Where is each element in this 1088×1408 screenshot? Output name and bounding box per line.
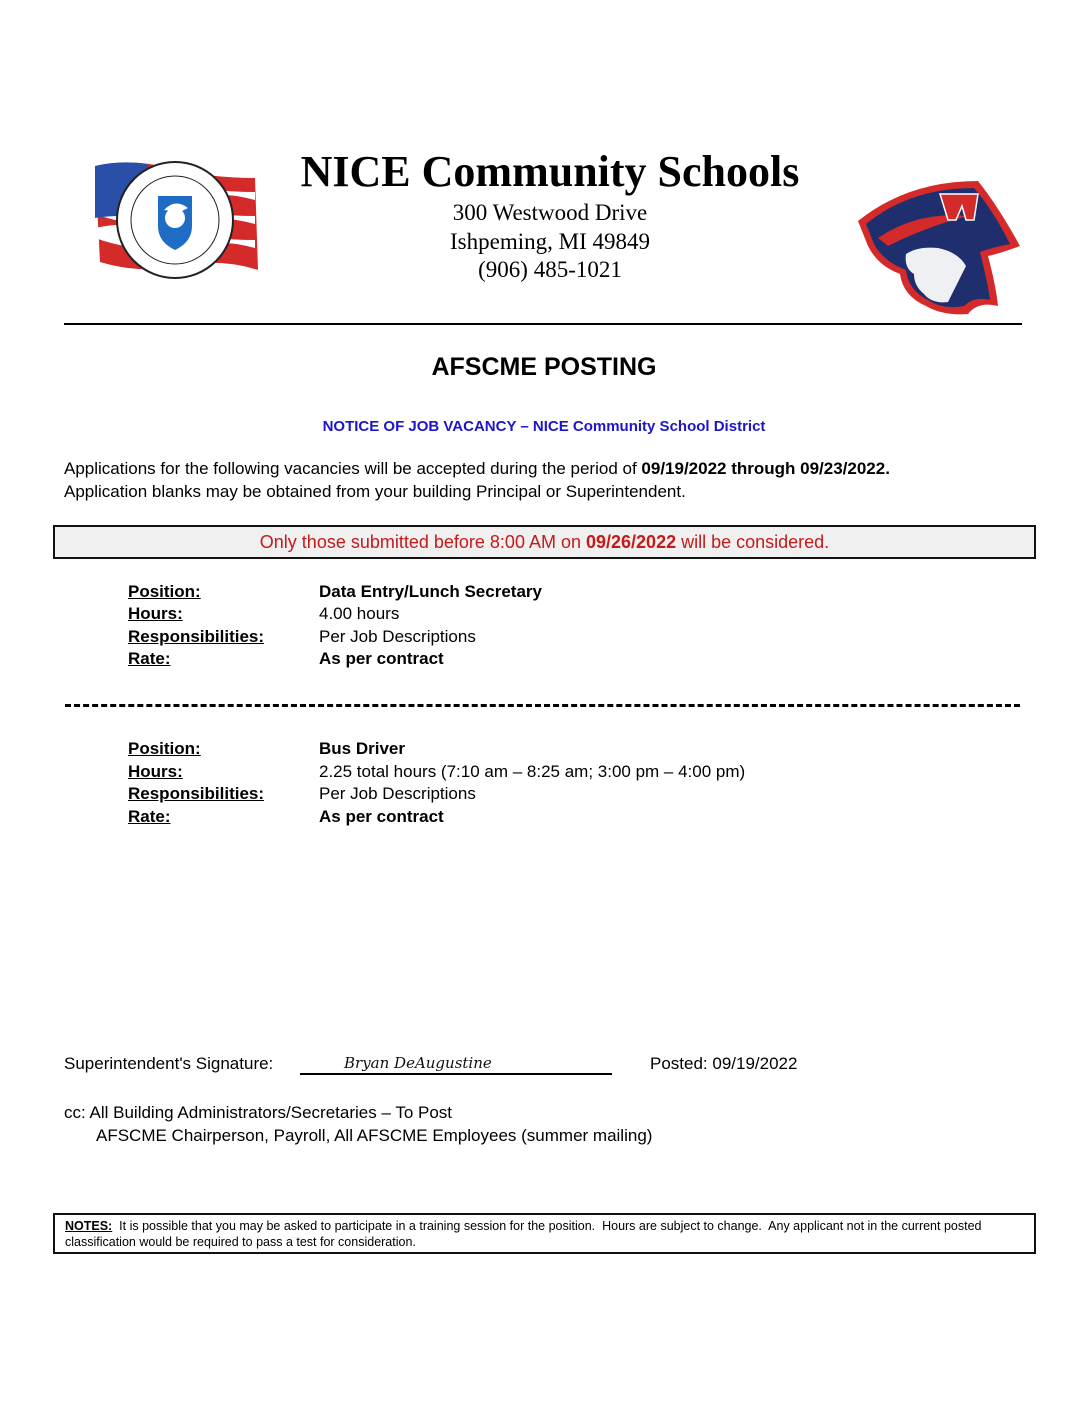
notes-body: It is possible that you may be asked to participate in a training session for the position. Hours are subject to change. Any applicant not in the current posted classification would be required to pass a test for consideration. bbox=[65, 1219, 985, 1249]
signature-label: Superintendent's Signature: bbox=[64, 1054, 274, 1073]
deadline-text bbox=[55, 527, 1034, 557]
responsibilities-value: Per Job Descriptions bbox=[319, 784, 476, 803]
address-city: Ishpeming, MI 49849 bbox=[450, 229, 650, 254]
cc-line-2: AFSCME Chairperson, Payroll, All AFSCME Employees (summer mailing) bbox=[96, 1126, 653, 1145]
application-period-dates: 09/19/2022 through 09/23/2022. bbox=[641, 459, 890, 478]
dashed-divider bbox=[65, 704, 1020, 707]
rate-value: As per contract bbox=[319, 807, 444, 826]
deadline-box bbox=[53, 525, 1036, 559]
position-label: Position: bbox=[128, 739, 201, 758]
responsibilities-label: Responsibilities: bbox=[128, 627, 265, 646]
notice-of-vacancy: NOTICE OF JOB VACANCY – NICE Community School District bbox=[322, 418, 766, 435]
header-divider bbox=[64, 323, 1022, 325]
notes-box bbox=[53, 1213, 1036, 1254]
position-label: Position: bbox=[128, 582, 201, 601]
phone-number: (906) 485-1021 bbox=[478, 257, 622, 282]
school-name: NICE Community Schools bbox=[300, 147, 800, 196]
rate-label: Rate: bbox=[128, 649, 171, 668]
deadline-date: 09/26/2022 bbox=[586, 532, 677, 552]
position-value: Data Entry/Lunch Secretary bbox=[319, 582, 542, 601]
position-value: Bus Driver bbox=[319, 739, 405, 758]
application-blanks-note: Application blanks may be obtained from your building Principal or Superintendent. bbox=[64, 482, 686, 501]
responsibilities-label: Responsibilities: bbox=[128, 784, 265, 803]
address-street: 300 Westwood Drive bbox=[452, 200, 648, 225]
notes-text bbox=[65, 1218, 1026, 1250]
deadline-prefix: Only those submitted before 8:00 AM on bbox=[259, 532, 586, 552]
application-period-text: Applications for the following vacancies will be accepted during the period of bbox=[64, 459, 642, 478]
hours-value: 4.00 hours bbox=[319, 604, 400, 623]
cc-line-1: cc: All Building Administrators/Secretaries – To Post bbox=[64, 1103, 453, 1122]
hours-label: Hours: bbox=[128, 604, 183, 623]
rate-label: Rate: bbox=[128, 807, 171, 826]
responsibilities-value: Per Job Descriptions bbox=[319, 627, 476, 646]
deadline-suffix: will be considered. bbox=[676, 532, 830, 552]
rate-value: As per contract bbox=[319, 649, 444, 668]
hours-label: Hours: bbox=[128, 762, 183, 781]
hours-value: 2.25 total hours (7:10 am – 8:25 am; 3:00 pm – 4:00 pm) bbox=[319, 762, 746, 781]
posted-date: Posted: 09/19/2022 bbox=[650, 1054, 798, 1073]
application-period bbox=[64, 458, 890, 480]
posting-title: AFSCME POSTING bbox=[431, 353, 657, 381]
signature-name: Bryan DeAugustine bbox=[344, 1054, 492, 1072]
notes-label: NOTES: bbox=[65, 1219, 113, 1233]
